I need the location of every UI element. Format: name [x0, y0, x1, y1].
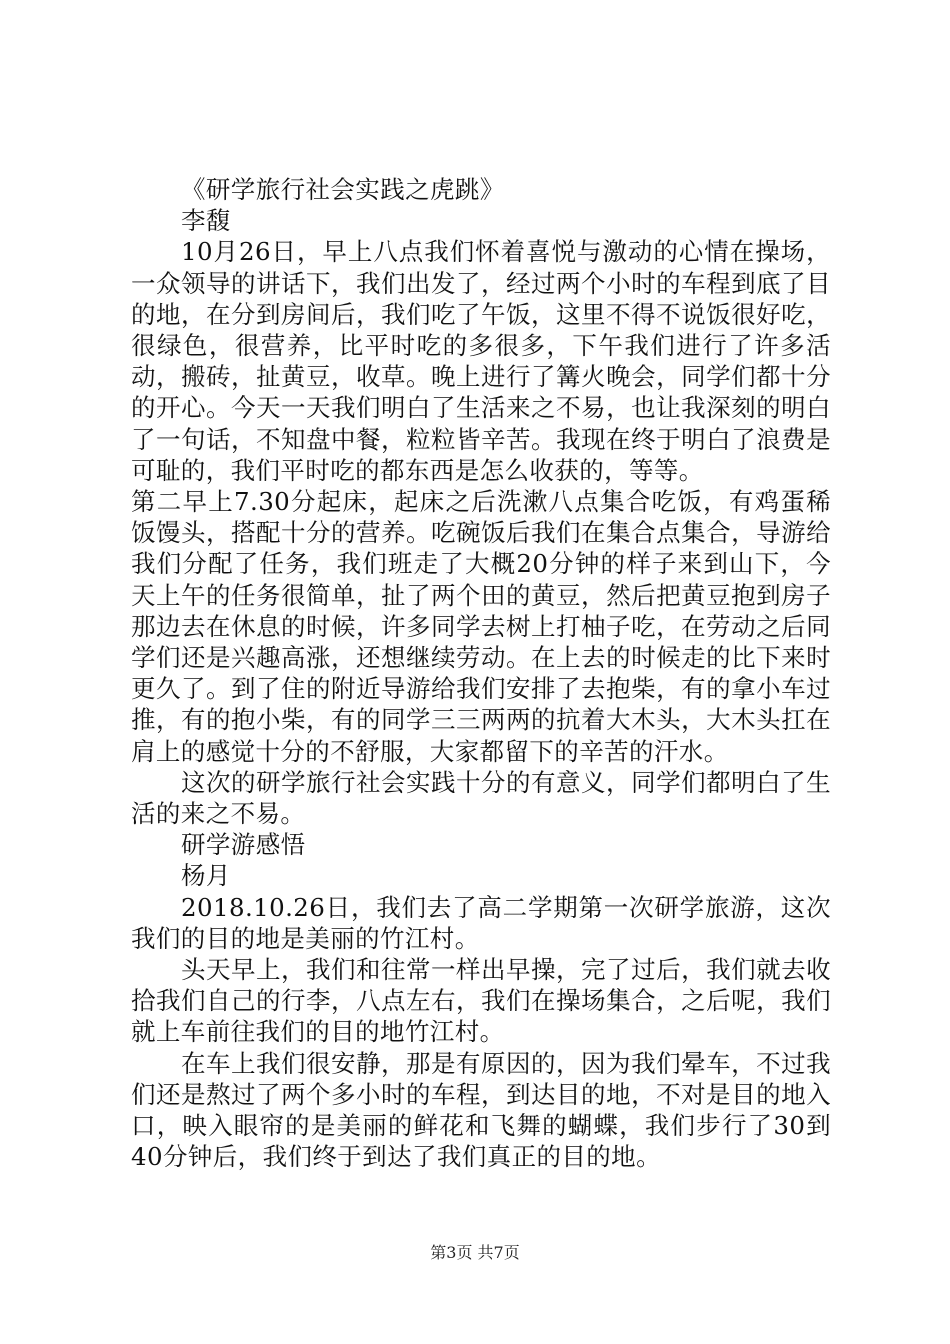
section-2-paragraph: 在车上我们很安静，那是有原因的，因为我们晕车，不过我们还是熬过了两个多小时的车程，到达目的地，不对是目的地入口，映入眼帘的是美丽的鲜花和飞舞的蝴蝶，我们步行了30到40分钟后，我们终于到达了我们真正的目的地。 [131, 1048, 831, 1172]
section-1-paragraph: 第二早上7.30分起床，起床之后洗漱八点集合吃饭，有鸡蛋稀饭馒头，搭配十分的营养。吃碗饭后我们在集合点集合，导游给我们分配了任务，我们班走了大概20分钟的样子来到山下，今天上午的任务很简单，扯了两个田的黄豆，然后把黄豆抱到房子那边去在休息的时候，许多同学去树上打柚子吃，在劳动之后同学们还是兴趣高涨，还想继续劳动。在上去的时候走的比下来时更久了。到了住的附近导游给我们安排了去抱柴，有的拿小车过推，有的抱小柴，有的同学三三两两的抗着大木头，大木头扛在肩上的感觉十分的不舒服，大家都留下的辛苦的汗水。 [131, 487, 831, 766]
section-2-author: 杨月 [181, 861, 231, 891]
section-1-title: 《研学旅行社会实践之虎跳》 [181, 175, 505, 204]
section-1-paragraph: 10月26日，早上八点我们怀着喜悦与激动的心情在操场，一众领导的讲话下，我们出发了，经过两个小时的车程到底了目的地，在分到房间后，我们吃了午饭，这里不得不说饭很好吃，很绿色，很营养，比平时吃的多很多，下午我们进行了许多活动，搬砖，扯黄豆，收草。晚上进行了篝火晚会，同学们都十分的开心。今天一天我们明白了生活来之不易，也让我深刻的明白了一句话，不知盘中餐，粒粒皆辛苦。我现在终于明白了浪费是可耻的，我们平时吃的都东西是怎么收获的，等等。 [131, 237, 831, 485]
section-2-paragraph: 2018.10.26日，我们去了高二学期第一次研学旅游，这次我们的目的地是美丽的竹江村。 [131, 892, 831, 953]
document-body [131, 174, 831, 1173]
section-2-title: 研学游感悟 [181, 830, 306, 860]
section-2-paragraph: 头天早上，我们和往常一样出早操，完了过后，我们就去收拾我们自己的行李，八点左右，我们在操场集合，之后呢，我们就上车前往我们的目的地竹江村。 [131, 955, 831, 1047]
section-1-paragraph: 这次的研学旅行社会实践十分的有意义，同学们都明白了生活的来之不易。 [131, 767, 831, 829]
page-footer: 第3页 共7页 [430, 1243, 520, 1262]
section-1-author: 李馥 [181, 206, 231, 236]
